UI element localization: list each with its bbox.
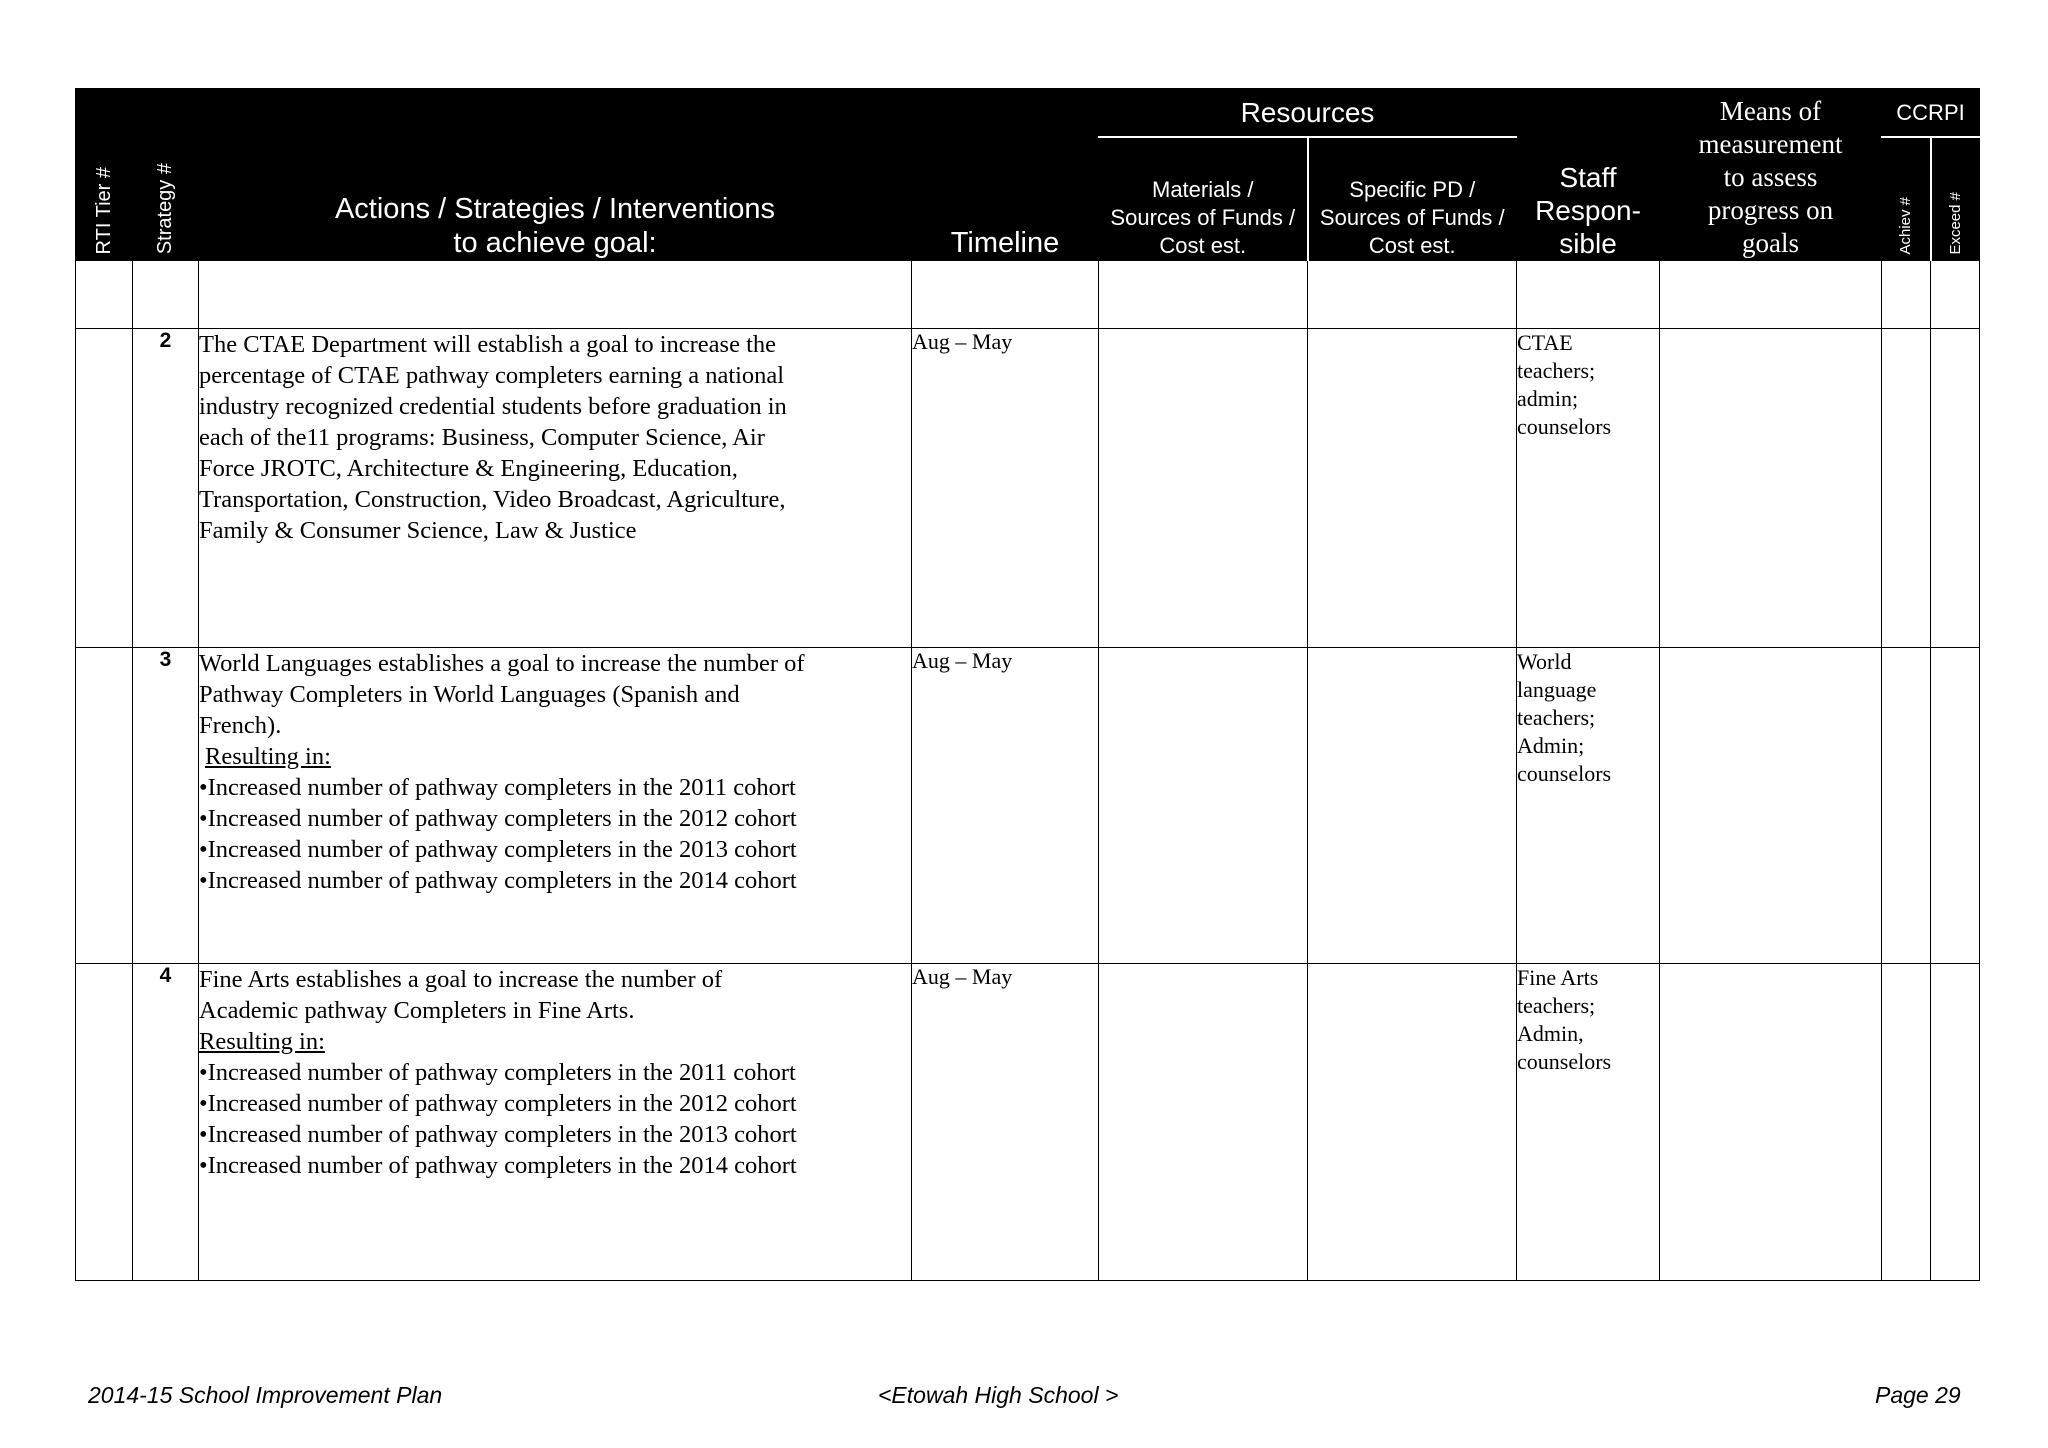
improvement-plan-table xyxy=(75,88,1980,1281)
header-staff-responsible: Staff Respon- sible xyxy=(1517,89,1660,261)
footer-plan-title: 2014-15 School Improvement Plan xyxy=(88,1382,443,1408)
header-rti-tier: RTI Tier # xyxy=(76,89,133,261)
header-strategy: Strategy # xyxy=(133,89,199,261)
timeline-cell: Aug – May xyxy=(912,647,1099,963)
header-achiev: Achiev # xyxy=(1882,137,1931,260)
action-text: Fine Arts establishes a goal to increase the number of Academic pathway Completers in Fine Arts. Resulting in: •Increased number of pathway completers in the 2011 cohort •Increased number of pathway completers in the 2012 cohort •Increased number of pathway completers in the 2013 cohort •Increased number of pathway completers in the 2014 cohort xyxy=(199,963,912,1280)
cell xyxy=(1931,260,1980,328)
header-means-of-measurement: Means of measurement to assess progress on goals xyxy=(1660,89,1882,261)
means-cell xyxy=(1660,963,1882,1280)
specific-pd-cell xyxy=(1308,328,1517,647)
header-ccrpi: CCRPI xyxy=(1882,89,1980,138)
cell xyxy=(133,260,199,328)
cell xyxy=(1882,260,1931,328)
cell xyxy=(1308,260,1517,328)
exceed-cell xyxy=(1931,647,1980,963)
timeline-cell: Aug – May xyxy=(912,328,1099,647)
header-resources: Resources xyxy=(1099,89,1517,138)
rti-tier-cell xyxy=(76,647,133,963)
staff-cell: Fine Arts teachers; Admin, counselors xyxy=(1517,963,1660,1280)
timeline-cell: Aug – May xyxy=(912,963,1099,1280)
materials-cell xyxy=(1099,647,1308,963)
footer-school-name: <Etowah High School > xyxy=(878,1382,1119,1408)
table-header xyxy=(76,89,1980,261)
means-cell xyxy=(1660,647,1882,963)
achiev-cell xyxy=(1882,328,1931,647)
header-exceed: Exceed # xyxy=(1931,137,1980,260)
exceed-cell xyxy=(1931,963,1980,1280)
staff-cell: CTAE teachers; admin; counselors xyxy=(1517,328,1660,647)
rti-tier-cell xyxy=(76,963,133,1280)
staff-cell: World language teachers; Admin; counselors xyxy=(1517,647,1660,963)
cell xyxy=(1517,260,1660,328)
footer-page-number: Page 29 xyxy=(1875,1382,1961,1408)
cell xyxy=(199,260,912,328)
strategy-number: 2 xyxy=(133,328,199,647)
achiev-cell xyxy=(1882,963,1931,1280)
header-timeline: Timeline xyxy=(912,89,1099,261)
rti-tier-cell xyxy=(76,328,133,647)
strategy-number: 3 xyxy=(133,647,199,963)
table-row-blank xyxy=(76,260,1980,328)
cell xyxy=(76,260,133,328)
materials-cell xyxy=(1099,963,1308,1280)
strategy-number: 4 xyxy=(133,963,199,1280)
header-actions: Actions / Strategies / Interventions to achieve goal: xyxy=(199,89,912,261)
header-materials: Materials / Sources of Funds / Cost est. xyxy=(1099,137,1308,260)
cell xyxy=(912,260,1099,328)
means-cell xyxy=(1660,328,1882,647)
table-row xyxy=(76,963,1980,1280)
materials-cell xyxy=(1099,328,1308,647)
cell xyxy=(1660,260,1882,328)
action-text: The CTAE Department will establish a goal to increase the percentage of CTAE pathway completers earning a national industry recognized credential students before graduation in each of the11 programs: Business, Computer Science, Air Force JROTC, Architecture & Engineering, Education, Transportation, Construction, Video Broadcast, Agriculture, Family & Consumer Science, Law & Justice xyxy=(199,328,912,647)
table-row xyxy=(76,647,1980,963)
header-specific-pd: Specific PD / Sources of Funds / Cost est. xyxy=(1308,137,1517,260)
specific-pd-cell xyxy=(1308,647,1517,963)
exceed-cell xyxy=(1931,328,1980,647)
cell xyxy=(1099,260,1308,328)
table-row xyxy=(76,328,1980,647)
action-text: World Languages establishes a goal to increase the number of Pathway Completers in World Languages (Spanish and French). Resulting in: •Increased number of pathway completers in the 2011 cohort •Increased number of pathway completers in the 2012 cohort •Increased number of pathway completers in the 2013 cohort •Increased number of pathway completers in the 2014 cohort xyxy=(199,647,912,963)
achiev-cell xyxy=(1882,647,1931,963)
specific-pd-cell xyxy=(1308,963,1517,1280)
